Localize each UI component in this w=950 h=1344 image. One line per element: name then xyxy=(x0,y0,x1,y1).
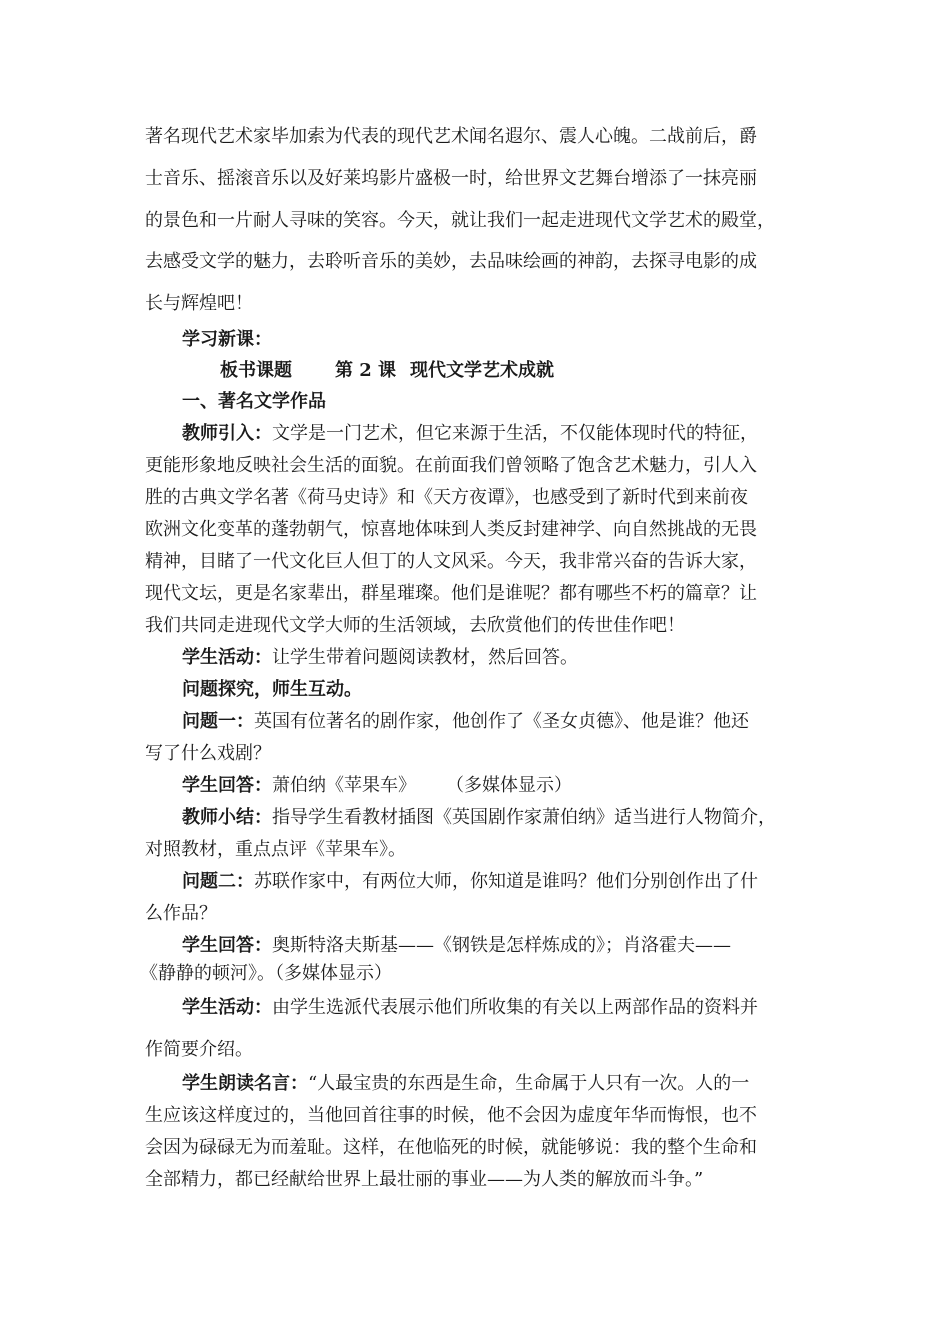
question-1 xyxy=(182,710,749,734)
inquiry-heading: 问题探究，师生互动。 xyxy=(182,679,362,700)
quote-line: 生应该这样度过的，当他回首往事的时候，他不会因为虚度年华而悔恨，也不 xyxy=(145,1105,757,1126)
intro-line: 去感受文学的魅力，去聆听音乐的美妙，去品味绘画的神韵，去探寻电影的成 xyxy=(145,251,757,272)
question-1-line: 写了什么戏剧？ xyxy=(145,743,271,764)
answer-2 xyxy=(182,934,731,958)
teacher-intro-line: 我们共同走进现代文学大师的生活领域，去欣赏他们的传世佳作吧！ xyxy=(145,615,685,636)
question-1-label: 问题一： xyxy=(182,711,254,732)
teacher-summary-text: 指导学生看教材插图《英国剧作家萧伯纳》适当进行人物简介， xyxy=(272,807,776,828)
answer-2-line: 《静静的顿河》。（多媒体显示） xyxy=(140,963,392,984)
student-activity-label: 学生活动： xyxy=(182,647,272,668)
teacher-intro-line: 更能形象地反映社会生活的面貌。在前面我们曾领略了饱含艺术魅力，引人入 xyxy=(145,455,757,476)
student-activity-2-text: 由学生选派代表展示他们所收集的有关以上两部作品的资料并 xyxy=(272,997,758,1018)
teacher-summary xyxy=(182,806,776,830)
answer-1 xyxy=(182,774,572,798)
student-activity-2-line: 作简要介绍。 xyxy=(145,1039,253,1060)
intro-line: 士音乐、摇滚音乐以及好莱坞影片盛极一时，给世界文艺舞台增添了一抹亮丽 xyxy=(145,168,757,189)
teacher-intro-first-line xyxy=(182,422,758,446)
student-activity-text: 让学生带着问题阅读教材，然后回答。 xyxy=(272,647,578,668)
quote-line: 全部精力，都已经献给世界上最壮丽的事业——为人类的解放而斗争。” xyxy=(145,1169,704,1190)
question-2-text: 苏联作家中，有两位大师，你知道是谁吗？他们分别创作出了什 xyxy=(254,871,758,892)
teacher-summary-line: 对照教材，重点点评《苹果车》。 xyxy=(145,839,406,860)
quote-label: 学生朗读名言： xyxy=(182,1073,308,1094)
teacher-intro-label: 教师引入： xyxy=(182,423,272,444)
answer-2-label: 学生回答： xyxy=(182,935,272,956)
quote xyxy=(182,1072,749,1096)
answer-1-label: 学生回答： xyxy=(182,775,272,796)
answer-1-text: 萧伯纳《苹果车》 xyxy=(272,775,416,796)
question-2-line: 么作品？ xyxy=(145,903,217,924)
teacher-summary-label: 教师小结： xyxy=(182,807,272,828)
question-2 xyxy=(182,870,758,894)
section-heading: 一、著名文学作品 xyxy=(182,391,326,412)
board-title-lesson: 第 2 课 xyxy=(335,360,397,381)
teacher-intro-line: 欧洲文化变革的蓬勃朝气，惊喜地体味到人类反封建神学、向自然挑战的无畏 xyxy=(145,519,757,540)
intro-line: 著名现代艺术家毕加索为代表的现代艺术闻名遐尔、震人心魄。二战前后，爵 xyxy=(145,126,757,147)
answer-2-text: 奥斯特洛夫斯基——《钢铁是怎样炼成的》；肖洛霍夫—— xyxy=(272,935,731,956)
answer-1-note: （多媒体显示） xyxy=(446,775,572,796)
quote-line: 会因为碌碌无为而羞耻。这样，在他临死的时候，就能够说：我的整个生命和 xyxy=(145,1137,757,1158)
question-1-text: 英国有位著名的剧作家，他创作了《圣女贞德》、他是谁？他还 xyxy=(254,711,749,732)
board-title-text: 现代文学艺术成就 xyxy=(410,360,554,381)
quote-text: “人最宝贵的东西是生命，生命属于人只有一次。人的一 xyxy=(308,1073,750,1094)
teacher-intro-line: 现代文坛，更是名家辈出，群星璀璨。他们是谁呢？都有哪些不朽的篇章？让 xyxy=(145,583,757,604)
teacher-intro-line: 胜的古典文学名著《荷马史诗》和《天方夜谭》，也感受到了新时代到来前夜 xyxy=(145,487,748,508)
teacher-intro-line: 精神，目睹了一代文化巨人但丁的人文风采。今天，我非常兴奋的告诉大家， xyxy=(145,551,757,572)
intro-line: 长与辉煌吧！ xyxy=(145,293,253,314)
student-activity-2 xyxy=(182,996,758,1020)
new-lesson-heading: 学习新课： xyxy=(182,329,272,350)
board-title-label: 板书课题 xyxy=(220,360,292,381)
intro-line: 的景色和一片耐人寻味的笑容。今天，就让我们一起走进现代文学艺术的殿堂， xyxy=(145,210,775,231)
teacher-intro-text: 文学是一门艺术，但它来源于生活，不仅能体现时代的特征， xyxy=(272,423,758,444)
question-2-label: 问题二： xyxy=(182,871,254,892)
student-activity-1 xyxy=(182,646,578,670)
student-activity-2-label: 学生活动： xyxy=(182,997,272,1018)
